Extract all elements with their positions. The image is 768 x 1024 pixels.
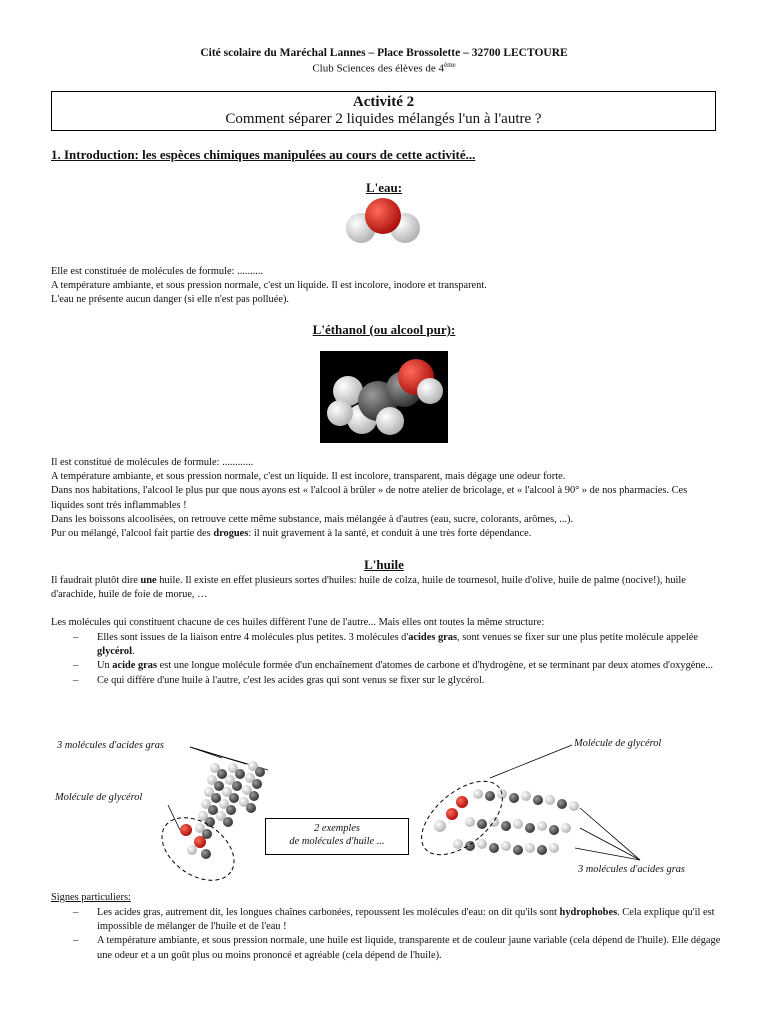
title-box <box>51 91 716 131</box>
figure-caption-box: 2 exemples de molécules d'huile ... <box>265 818 409 855</box>
list-item: – A température ambiante, et sous pression normale, une huile est liquide, transparente et de couleur jaune variable (cela dépend de l'huile). Elle dégage une odeur et a un goût plus ou moins prononcé et agréable (cela dépend de l'huile). <box>73 935 721 961</box>
list-item: – Ce qui diffère d'une huile à l'autre, c'est les acides gras qui sont venus se fixer sur le glycérol. <box>73 674 485 686</box>
activity-title: Activité 2 <box>352 94 415 110</box>
water-heading: L'eau: <box>365 180 403 195</box>
water-text: Elle est constituée de molécules de formule: .......... A température ambiante, et sous pression normale, c'est un liquide. Il est incolore, inodore et transparent. L'eau ne présente aucun danger (si elle n'est pas polluée). <box>51 266 487 306</box>
label-acids-left: 3 molécules d'acides gras <box>57 740 164 751</box>
signs-bullets <box>51 906 721 963</box>
section-heading: 1. Introduction: les espèces chimiques manipulées au cours de cette activité... <box>51 147 476 162</box>
signs-heading: Signes particuliers: <box>51 892 131 903</box>
list-item: – Elles sont issues de la liaison entre 4 molécules plus petites. 3 molécules d'acides gras, sont venues se fixer sur une plus petite molécule appelée glycérol. <box>73 632 698 658</box>
label-acids-right: 3 molécules d'acides gras <box>578 864 685 875</box>
oil-structure: Les molécules qui constituent chacune de ces huiles diffèrent l'une de l'autre... Mais elles ont toutes la même structure: <box>51 617 545 628</box>
list-item: – Un acide gras est une longue molécule formée d'un enchaînement d'atomes de carbone et d'hydrogène, et se terminant par deux atomes d'oxygène... <box>73 660 714 672</box>
list-item: – Les acides gras, autrement dit, les longues chaînes carbonées, repoussent les molécules d'eau: on dit qu'ils sont hydrophobes. Cela explique qu'il est impossible de mélanger de l'huile et de l'eau ! <box>73 907 715 933</box>
oil-intro: Il faudrait plutôt dire une huile. Il existe en effet plusieurs sortes d'huiles: huile de colza, huile de tournesol, huile d'olive, huile de palme (nocive!), huile d'arachide, huile de foie de morue, … <box>51 575 686 601</box>
school-header: Cité scolaire du Maréchal Lannes – Place Brossolette – 32700 LECTOURE <box>200 47 568 59</box>
activity-question: Comment séparer 2 liquides mélangés l'un à l'autre ? <box>225 111 542 127</box>
ethanol-heading: L'éthanol (ou alcool pur): <box>312 322 456 337</box>
oil-molecule-icon <box>0 730 768 890</box>
club-header: Club Sciences des élèves de 4ème <box>312 61 456 75</box>
oil-bullets <box>51 631 721 688</box>
oil-heading: L'huile <box>364 557 404 572</box>
ethanol-text: Il est constitué de molécules de formule: ............ A température ambiante, et sous pression normale, c'est un liquide. Il est incolore, transparent, mais dégage une odeur forte. Dans nos habitations, l'alcool le plus pur que nous ayons est « l'alcool à brûler » de notre atelier de bricolage, et « l'alcool à 90° » de nos pharmacies. Ces liquides sont très inflammables ! Dans les boissons alcoolisées, on retrouve cette même substance, mais mélangée à d'autres (eau, sucre, colorants, arômes, ...). Pur ou mélangé, l'alcool fait partie des drogues: il nuit gravement à la santé, et conduit à une très forte dépendance. <box>51 457 688 540</box>
label-glycerol-right: Molécule de glycérol <box>574 738 662 749</box>
ethanol-molecule-icon <box>320 351 448 443</box>
label-glycerol-left: Molécule de glycérol <box>55 792 143 803</box>
water-molecule-icon <box>344 196 422 248</box>
